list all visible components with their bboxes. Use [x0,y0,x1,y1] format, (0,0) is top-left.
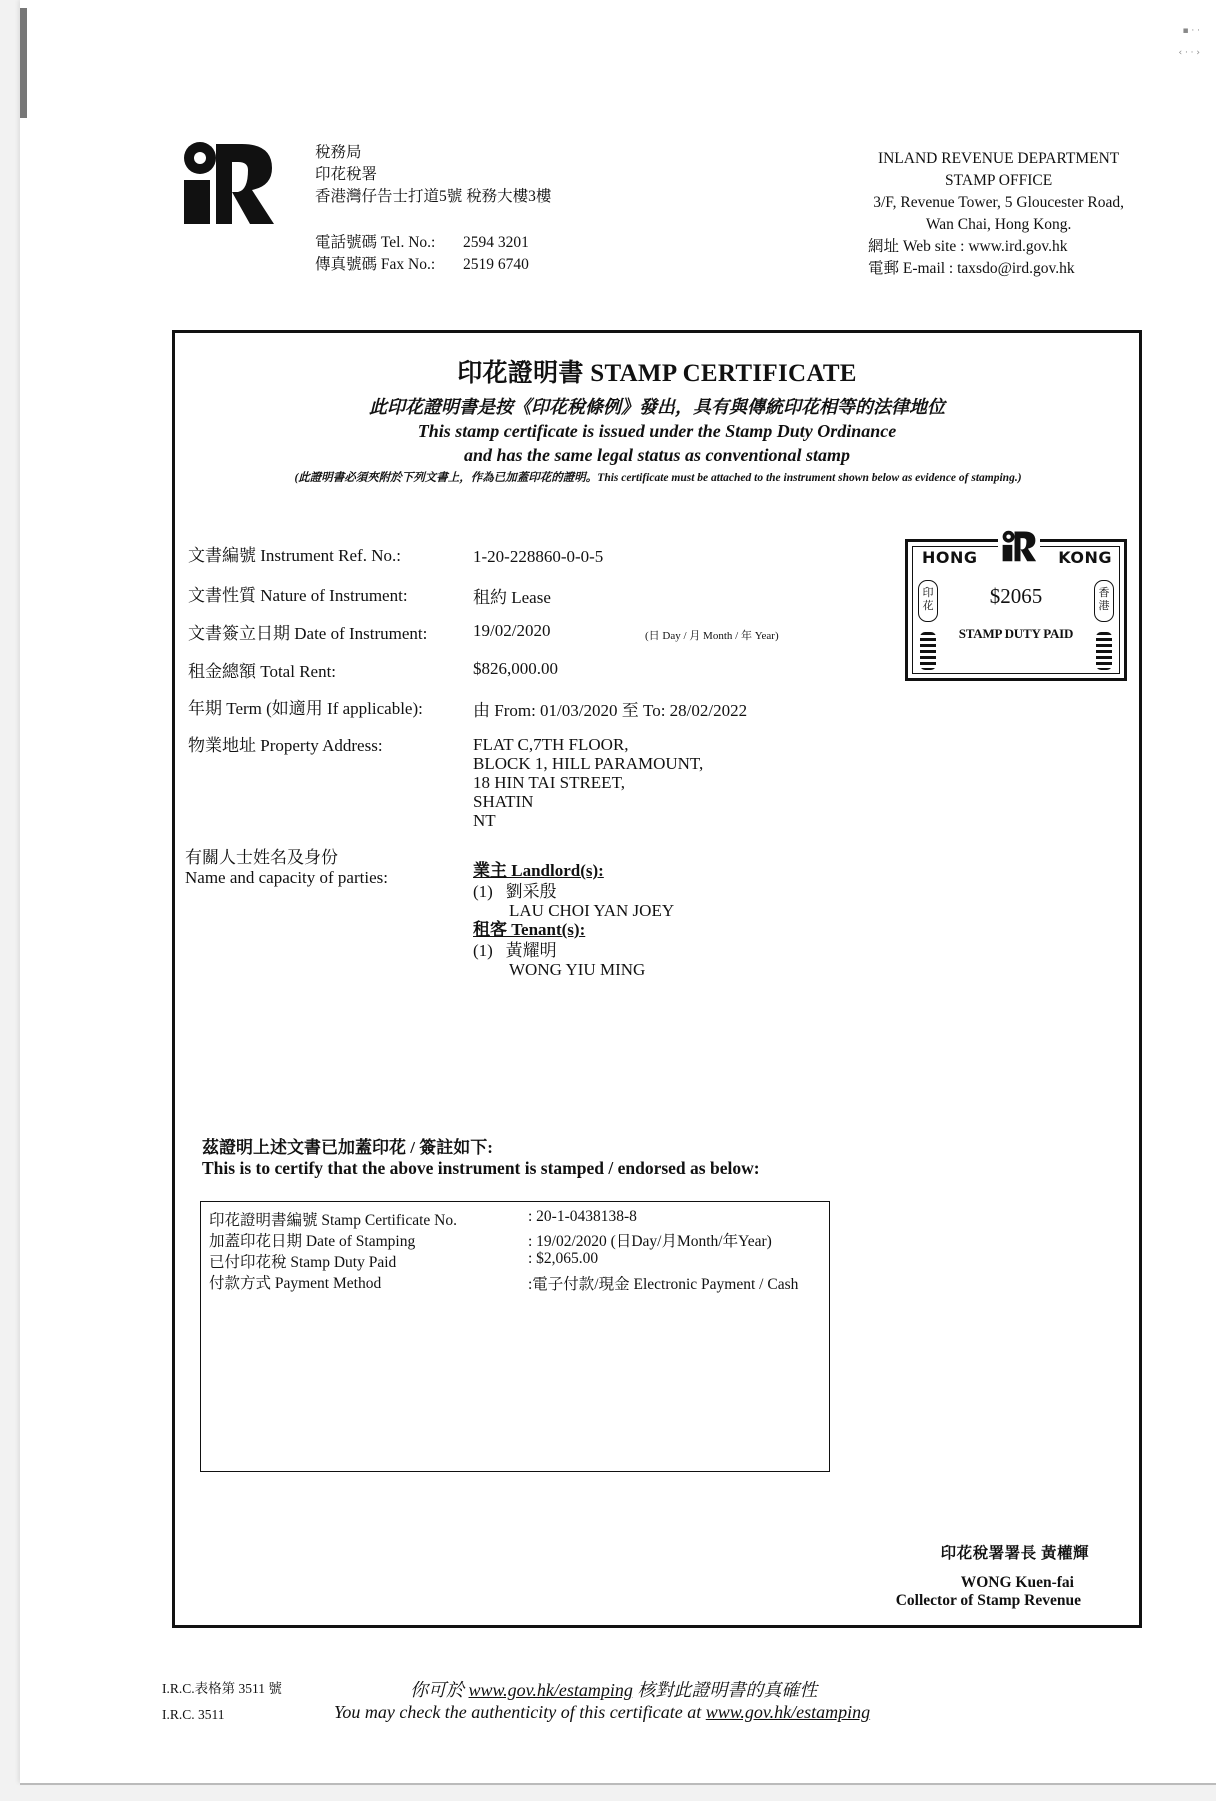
stamp-amount: $2065 [989,584,1043,608]
method-label: 付款方式 Payment Method [209,1275,382,1292]
nature-value: 租約 Lease [473,588,551,607]
duty-value: : $2,065.00 [528,1250,599,1267]
certify-en: This is to certify that the above instrument is stamped / endorsed as below: [202,1158,760,1178]
landlord-name-en: LAU CHOI YAN JOEY [509,901,675,920]
duty-label: 已付印花稅 Stamp Duty Paid [209,1254,397,1271]
stamp-right-chip: 香港 [1094,580,1114,622]
subtitle-cn: 此印花證明書是按《印花稅條例》發出，具有與傳統印花相等的法律地位 [369,397,945,417]
property-address [473,735,703,830]
header-cn-line: 稅務局 [315,144,362,161]
address-label: 物業地址 Property Address: [188,736,383,755]
check-en-pre: You may check the authenticity of this certificate at [334,1702,702,1722]
method-value: :電子付款/現金 Electronic Payment / Cash [528,1276,799,1293]
footer-check-en [334,1702,870,1723]
page-bottom-edge [20,1783,1216,1785]
address-line: BLOCK 1, HILL PARAMOUNT, [473,754,704,773]
header-en-address [873,148,1124,236]
tenant-number: (1) [473,941,493,960]
certify-cn: 茲證明上述文書已加蓋印花 / 簽註如下: [202,1138,493,1157]
fax-value: 2519 6740 [463,256,529,273]
form-number [162,1676,282,1728]
header-en-line: Wan Chai, Hong Kong. [925,216,1072,233]
stamp-hong: HONG [922,548,978,567]
email-line: 電郵 E-mail : taxsdo@ird.gov.hk [868,260,1075,277]
date-value: 19/02/2020 [473,621,551,640]
stamp-right-coil-icon [1096,632,1112,670]
endorsement-box [200,1201,830,1472]
certificate-title: 印花證明書 STAMP CERTIFICATE [457,360,857,387]
rent-label: 租金總額 Total Rent: [188,662,337,681]
cert-no-label: 印花證明書編號 Stamp Certificate No. [209,1212,457,1229]
form-number-cn: I.R.C.表格第 3511 號 [162,1681,282,1696]
landlord-heading: 業主 Landlord(s): [473,861,604,880]
date-format-hint: (日 Day / 月 Month / 年 Year) [645,630,779,642]
cert-no-value: : 20-1-0438138-8 [528,1208,637,1225]
landlord-name-cn: 劉采殷 [505,882,557,901]
stamp-ird-logo-icon [998,530,1040,567]
estamping-link-cn[interactable]: www.gov.hk/estamping [468,1680,633,1700]
header-en-line: STAMP OFFICE [945,172,1053,189]
landlord-number: (1) [473,882,493,901]
stamp-kong: KONG [1058,548,1112,567]
parties-list [473,861,674,979]
tenant-name-cn: 黃耀明 [505,941,557,960]
header-en-line: INLAND REVENUE DEPARTMENT [877,150,1120,167]
header-contact [315,232,529,276]
ird-logo-icon [180,140,276,231]
ref-label: 文書編號 Instrument Ref. No.: [188,546,401,565]
tel-label: 電話號碼 Tel. No.: [315,234,436,251]
fax-label: 傳真號碼 Fax No.: [315,256,436,273]
header-web-email [868,236,1075,280]
date-label: 文書簽立日期 Date of Instrument: [188,624,428,643]
tel-value: 2594 3201 [463,234,529,251]
address-line: FLAT C,7TH FLOOR, [473,735,629,754]
parties-label-cn: 有關人士姓名及身份 [185,848,338,867]
stamp-caption: STAMP DUTY PAID [958,626,1074,641]
signature-title: Collector of Stamp Revenue [895,1592,1081,1609]
form-number-en: I.R.C. 3511 [162,1707,225,1722]
address-line: SHATIN [473,792,534,811]
page-edge-shadow [20,8,27,118]
stamping-date-value: : 19/02/2020 (日Day/月Month/年Year) [528,1233,772,1250]
subtitle-en-1: This stamp certificate is issued under the Stamp Duty Ordinance [417,421,897,441]
term-value: 由 From: 01/03/2020 至 To: 28/02/2022 [473,701,748,720]
subtitle-en-2: and has the same legal status as conventional stamp [463,445,851,465]
stamp-left-chip: 印花 [918,580,938,622]
term-label: 年期 Term (如適用 If applicable): [188,699,423,718]
tenant-name-en: WONG YIU MING [509,960,646,979]
signature-name: WONG Kuen-fai [960,1574,1074,1591]
ref-value: 1-20-228860-0-0-5 [473,547,604,566]
address-line: NT [473,811,496,830]
certificate-note: (此證明書必須夾附於下列文書上，作為已加蓋印花的證明。This certificate must be attached to the instrument shown below as evidence of stamping.) [294,472,1022,484]
certificate-subtitle [175,395,1139,467]
rent-value: $826,000.00 [473,659,558,678]
header-en-line: 3/F, Revenue Tower, 5 Gloucester Road, [873,194,1124,211]
stamping-date-label: 加蓋印花日期 Date of Stamping [209,1233,416,1250]
check-cn-post: 核對此證明書的真確性 [637,1680,818,1700]
parties-label [185,848,388,888]
header-cn-line: 香港灣仔告士打道5號 稅務大樓3樓 [315,188,552,205]
tenant-heading: 租客 Tenant(s): [473,920,586,939]
footer-check-cn [410,1676,817,1702]
stamp-duty-paid-seal [905,539,1127,681]
parties-label-en: Name and capacity of parties: [185,868,388,887]
nature-label: 文書性質 Nature of Instrument: [188,586,408,605]
header-cn-address [315,142,551,208]
estamping-link-en[interactable]: www.gov.hk/estamping [705,1702,871,1722]
stamp-left-coil-icon [920,632,936,670]
address-line: 18 HIN TAI STREET, [473,773,625,792]
stamp-certificate-frame [172,330,1142,1628]
check-cn-pre: 你可於 [410,1680,464,1700]
website-line: 網址 Web site : www.ird.gov.hk [868,238,1068,255]
header-cn-line: 印花稅署 [315,166,378,183]
corner-scan-marks: ▪ · · ‹ · · › [1178,26,1200,58]
signature-cn: 印花稅署署長 黃權輝 [940,1545,1089,1562]
